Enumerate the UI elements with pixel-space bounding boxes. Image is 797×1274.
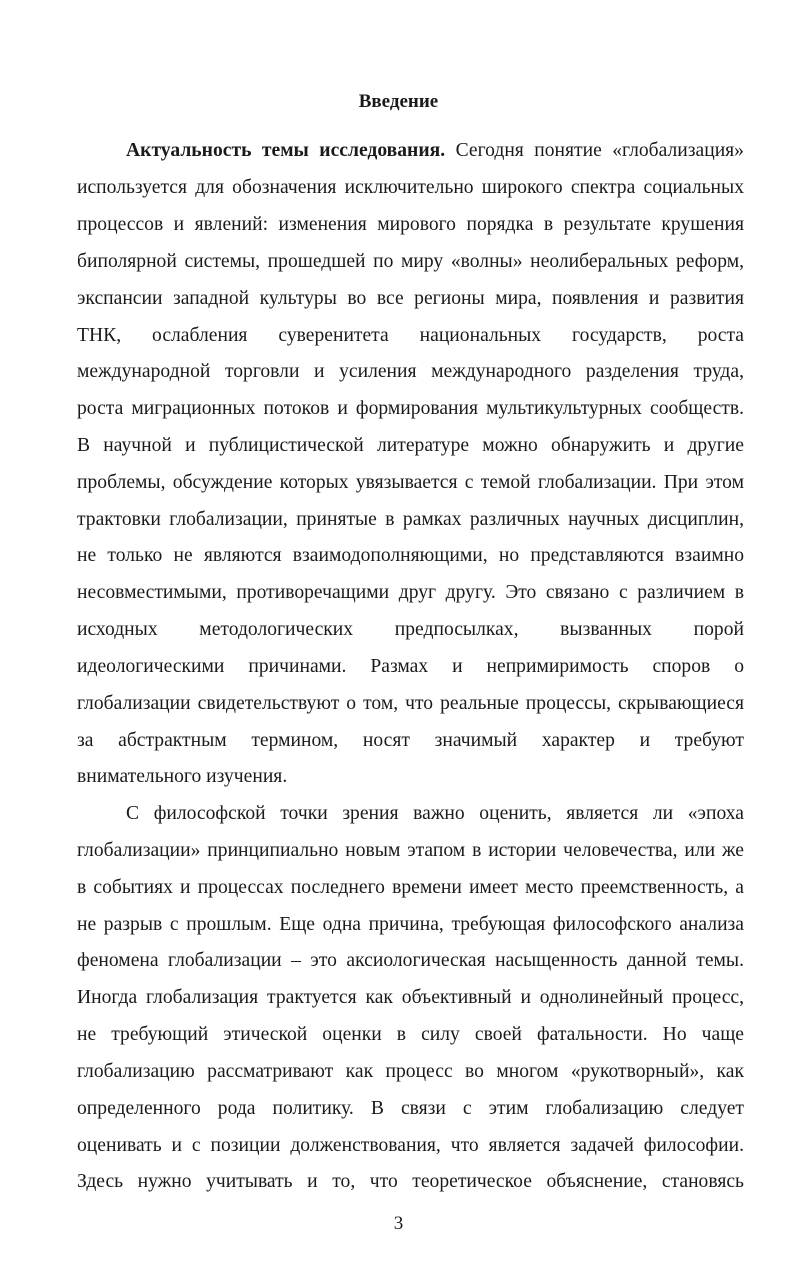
lead-text: Сегодня понятие «глобализация» (445, 140, 744, 161)
section-title: Введение (358, 91, 439, 112)
paragraph-line: Здесь нужно учитывать и то, что теоретическое объяснение, становясь (77, 1171, 744, 1192)
paragraph-line: не требующий этической оценки в силу своей фатальности. Но чаще (77, 1024, 744, 1045)
page-number: 3 (393, 1213, 404, 1234)
paragraph-line: экспансии западной культуры во все регионы мира, появления и развития (77, 288, 744, 309)
paragraph-line: трактовки глобализации, принятые в рамках различных научных дисциплин, (77, 509, 744, 530)
paragraph-line: процессов и явлений: изменения мирового порядка в результате крушения (77, 214, 744, 235)
paragraph-line: феномена глобализации – это аксиологическая насыщенность данной темы. (77, 950, 744, 971)
paragraph-line: Иногда глобализация трактуется как объективный и однолинейный процесс, (77, 987, 744, 1008)
paragraph-line (126, 138, 744, 164)
lead-heading: Актуальность темы исследования. (126, 140, 446, 161)
paragraph-line: глобализацию рассматривают как процесс во многом «рукотворный», как (77, 1061, 744, 1082)
paragraph-line: оценивать и с позиции долженствования, что является задачей философии. (77, 1135, 744, 1156)
paragraph-line: международной торговли и усиления международного разделения труда, (77, 361, 744, 382)
paragraph-line: В научной и публицистической литературе можно обнаружить и другие (77, 435, 744, 456)
paragraph-line: биполярной системы, прошедшей по миру «волны» неолиберальных реформ, (77, 251, 744, 272)
paragraph-line: в событиях и процессах последнего времени имеет место преемственность, а (77, 877, 744, 898)
paragraph-line: определенного рода политику. В связи с этим глобализацию следует (77, 1098, 744, 1119)
paragraph-line: не только не являются взаимодополняющими, но представляются взаимно (77, 545, 744, 566)
paragraph-line: ТНК, ослабления суверенитета национальных государств, роста (77, 325, 744, 346)
paragraph-line: используется для обозначения исключительно широкого спектра социальных (77, 177, 744, 198)
paragraph-line: исходных методологических предпосылках, вызванных порой (77, 619, 744, 640)
paragraph-line: за абстрактным термином, носят значимый характер и требуют (77, 730, 744, 751)
paragraph-line: глобализации свидетельствуют о том, что реальные процессы, скрывающиеся (77, 693, 744, 714)
paragraph-line: несовместимыми, противоречащими друг другу. Это связано с различием в (77, 582, 744, 603)
paragraph-line: проблемы, обсуждение которых увязывается с темой глобализации. При этом (77, 472, 744, 493)
paragraph-line: С философской точки зрения важно оценить, является ли «эпоха (126, 803, 744, 824)
paragraph-line: внимательного изучения. (77, 766, 288, 787)
paragraph-line: глобализации» принципиально новым этапом в истории человечества, или же (77, 840, 744, 861)
paragraph-line: роста миграционных потоков и формирования мультикультурных сообществ. (77, 398, 744, 419)
paragraph-line: не разрыв с прошлым. Еще одна причина, требующая философского анализа (77, 914, 744, 935)
paragraph-line: идеологическими причинами. Размах и непримиримость споров о (77, 656, 744, 677)
